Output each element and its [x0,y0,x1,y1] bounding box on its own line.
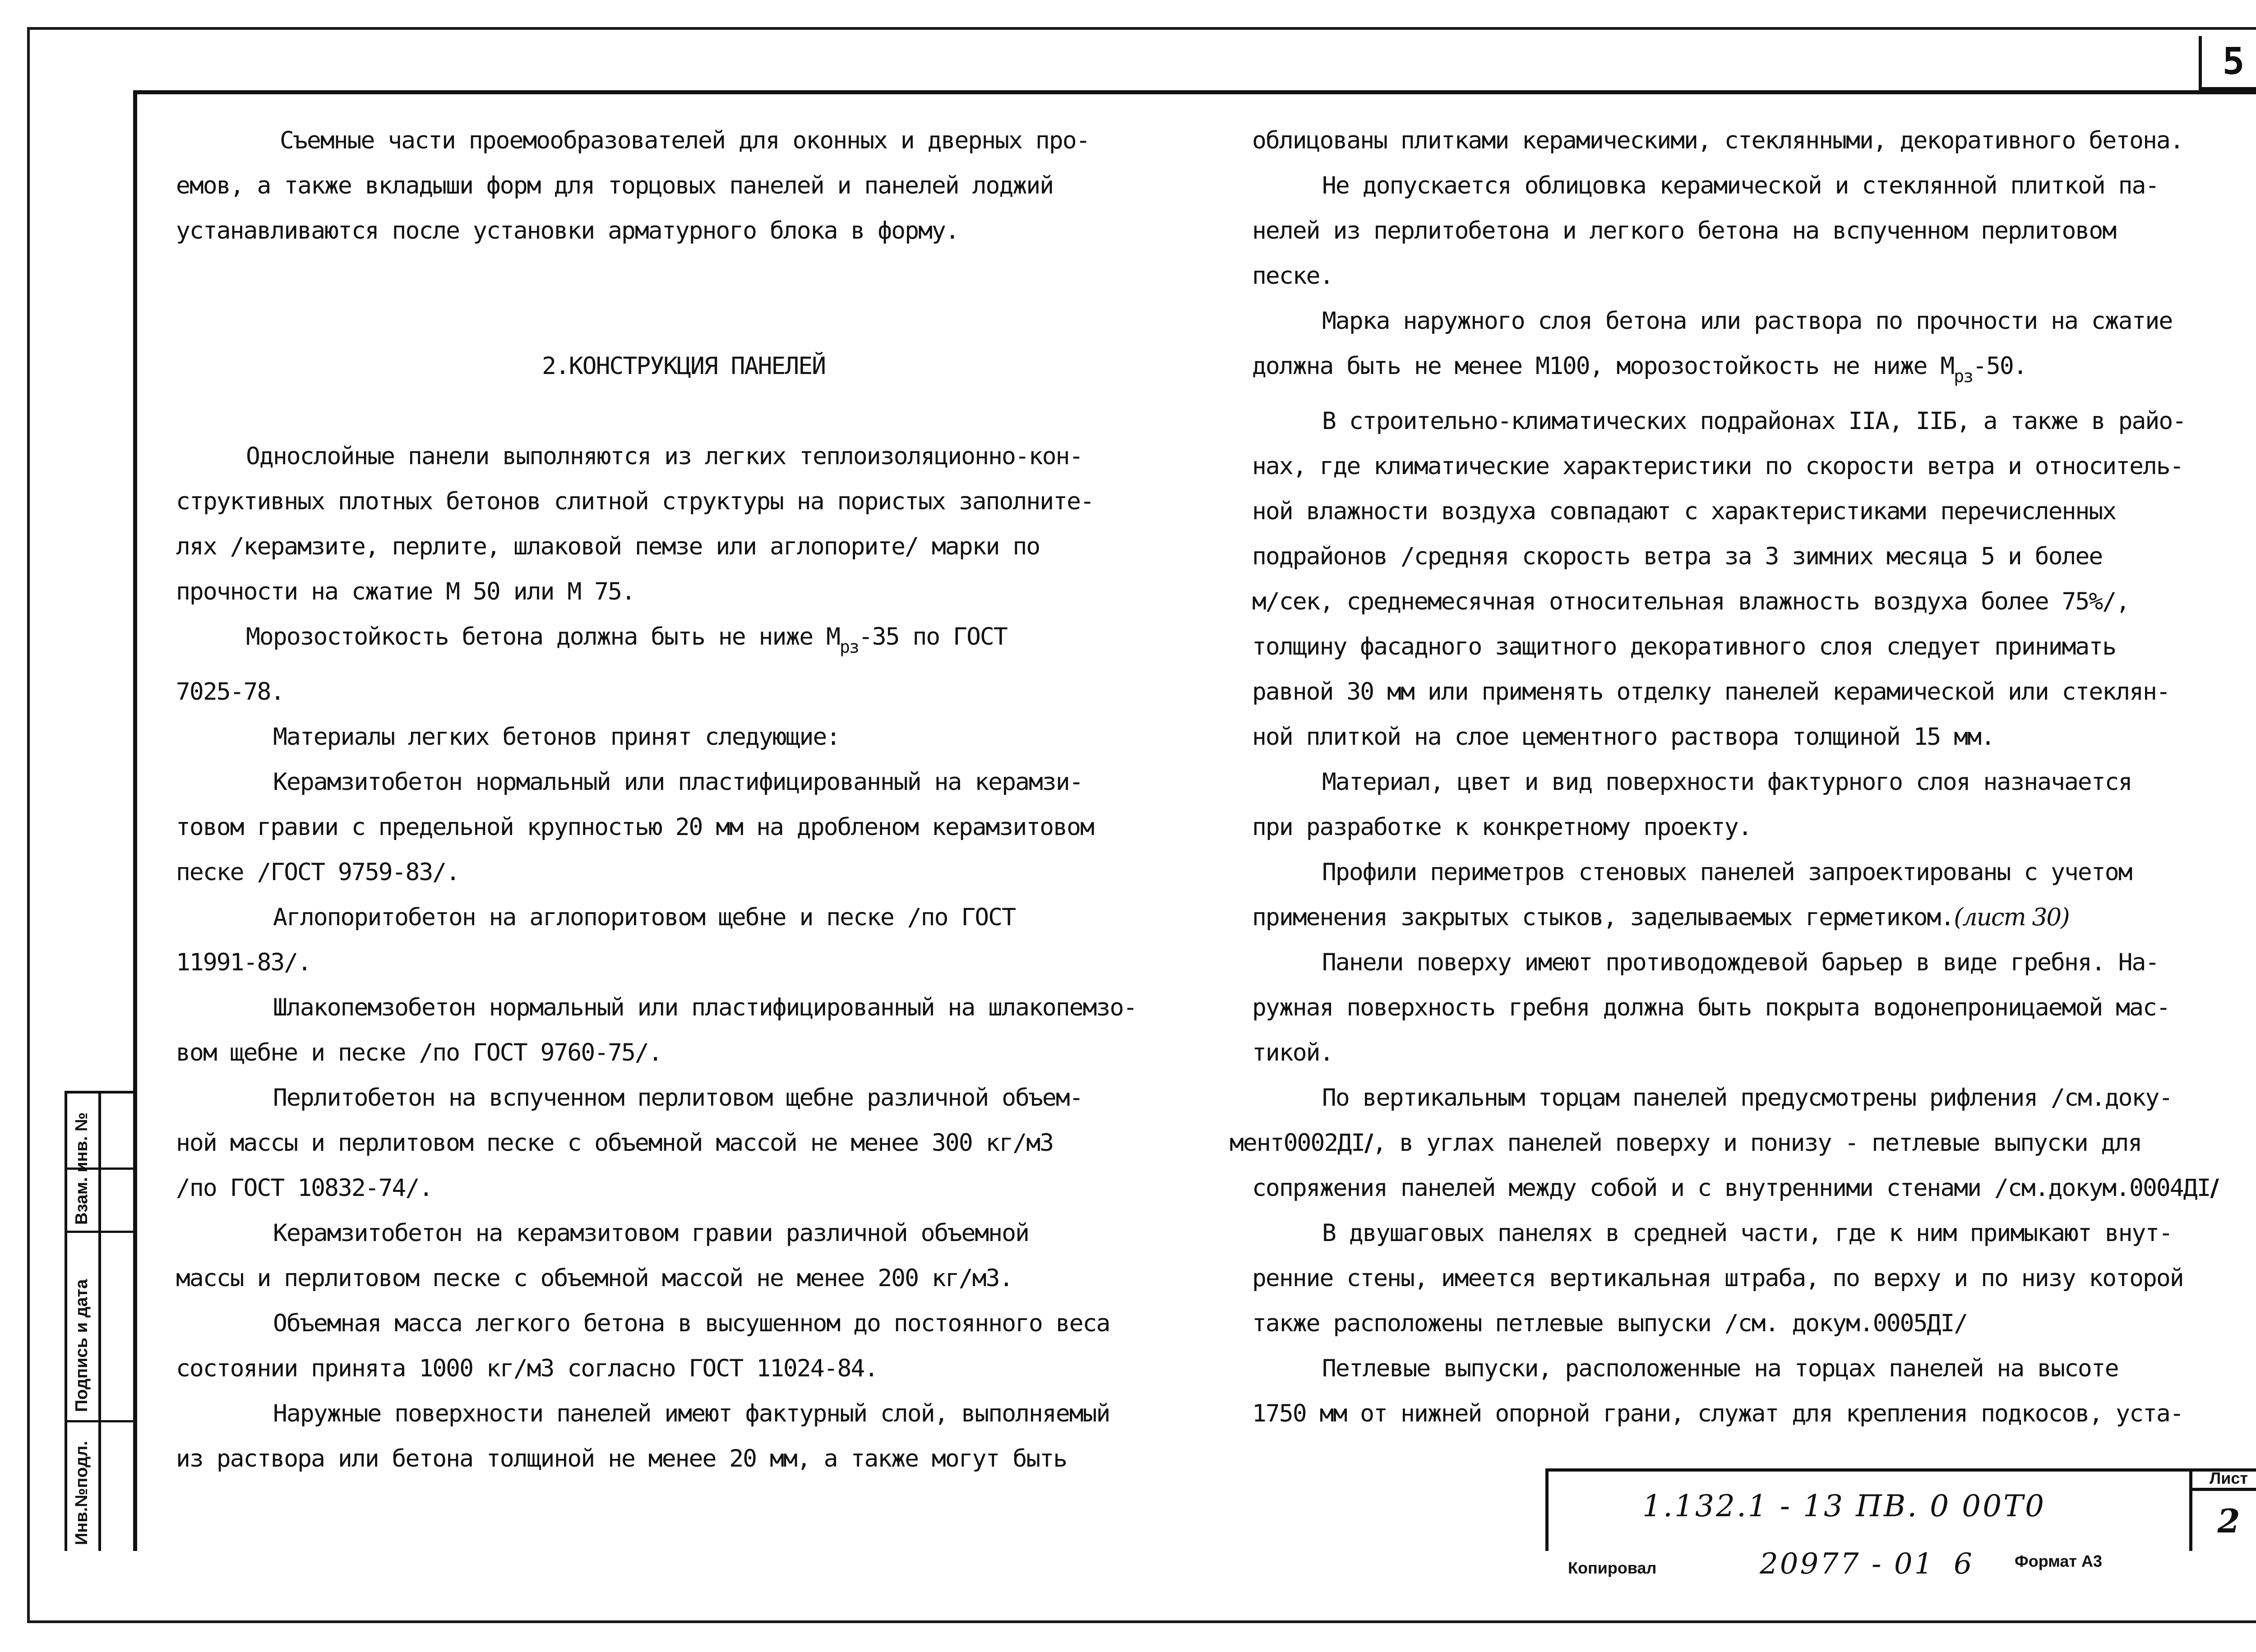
text-line: Марка наружного слоя бетона или раствора по прочности на сжатие [1322,307,2173,335]
section-heading: 2.КОНСТРУКЦИЯ ПАНЕЛЕЙ [541,352,826,380]
text-line: ренние стены, имеется вертикальная штраба, по верху и по низу которой [1252,1264,2183,1292]
text-fragment: мент0002ДI [1230,1129,1365,1157]
text-line: Керамзитобетон на керамзитовом гравии различной объемной [273,1219,1029,1247]
text-line: Съемные части проемообразователей для оконных и дверных про- [280,127,1090,154]
order-sheet: 6 [1954,1547,1974,1581]
text-line: 1750 мм от нижней опорной грани, служат для крепления подкосов, уста- [1252,1400,2183,1427]
text-line [176,614,1191,669]
text-line [1230,1121,2256,1166]
side-label-signature-date: Подпись и дата [72,1279,91,1412]
text-line: из раствора или бетона толщиной не менее 20 мм, а также могут быть [176,1445,1067,1472]
text-line: емов, а также вкладыши форм для торцовых панелей и панелей лоджий [176,172,1054,199]
text-line: ружная поверхность гребня должна быть покрыта водонепроницаемой мас- [1252,994,2170,1021]
side-stamp-row-divider [65,1420,133,1422]
text-line: Перлитобетон на вспученном перлитовом щебне различной объем- [273,1084,1083,1112]
text-line: По вертикальным торцам панелей предусмотрены рифления /см.доку- [1322,1084,2173,1112]
text-line: товом гравии с предельной крупностью 20 мм на дробленом керамзитовом [176,813,1094,841]
text-line: Наружные поверхности панелей имеют фактурный слой, выполняемый [273,1400,1110,1427]
text-line: ной массы и перлитовом песке с объемной массой не менее 300 кг/м3 [176,1129,1054,1157]
text-line: Шлакопемзобетон нормальный или пластифицированный на шлакопемзо- [273,994,1137,1021]
text-fragment: -50. [1973,352,2027,380]
order-number: 20977 - 01 [1760,1547,1935,1581]
text-line: Панели поверху имеют противодождевой барьер в виде гребня. На- [1322,949,2159,976]
text-line: Аглопоритобетон на аглопоритовом щебне и песке /по ГОСТ [273,904,1015,931]
side-label-replace-inv: Взам. инв. № [72,1112,91,1225]
right-column [1230,118,2256,1436]
text-line: В строительно-климатических подрайонах IIА, IIБ, а также в райо- [1322,407,2186,435]
side-stamp-border [65,1091,67,1551]
text-line: вом щебне и песке /по ГОСТ 9760-75/. [176,1039,662,1066]
side-stamp-divider [98,1091,101,1551]
text-fragment: должна быть не менее М100, морозостойкость не ниже М [1252,352,1954,380]
text-fragment: применения закрытых стыков, заделываемых герметиком. [1252,904,1954,931]
text-line: песке /ГОСТ 9759-83/. [176,858,460,886]
sheet-label: Лист [2189,1468,2256,1491]
text-line: ной влажности воздуха совпадают с характеристиками перечисленных [1252,498,2116,525]
text-line [1252,895,2256,940]
text-line: тикой. [1252,1039,1333,1066]
left-column [176,118,1191,1481]
subscript: рз [839,637,859,657]
text-line: Однослойные панели выполняются из легких теплоизоляционно-кон- [246,443,1083,470]
text-line: прочности на сжатие М 50 или М 75. [176,578,635,605]
text-fragment: , в углах панелей поверху и понизу - петлевые выпуски для [1372,1129,2142,1157]
text-line: м/сек, среднемесячная относительная влажность воздуха более 75%/, [1252,588,2130,615]
text-line: нах, где климатические характеристики по скорости ветра и относитель- [1252,452,2183,480]
text-line: 11991-83/. [176,949,311,976]
text-line: состоянии принята 1000 кг/м3 согласно ГОСТ 11024-84. [176,1355,878,1382]
text-line: лях /керамзите, перлите, шлаковой пемзе или аглопорите/ марки по [176,533,1040,560]
text-line: устанавливаются после установки арматурного блока в форму. [176,217,959,245]
text-line [1252,344,2256,399]
subscript: рз [1954,366,1973,386]
text-line: также расположены петлевые выпуски /см. докум.0005ДI/ [1252,1310,1968,1337]
copied-label: Копировал [1568,1559,1657,1577]
text-line: 7025-78. [176,678,284,706]
text-line: массы и перлитовом песке с объемной массой не менее 200 кг/м3. [176,1264,1013,1292]
sheet-number: 2 [2189,1491,2256,1551]
text-line: структивных плотных бетонов слитной структуры на пористых заполните- [176,488,1094,515]
text-line: Керамзитобетон нормальный или пластифицированный на керамзи- [273,768,1083,796]
text-line: Профили периметров стеновых панелей запроектированы с учетом [1322,858,2132,886]
document-code: 1.132.1 - 13 ПВ. 0 00Т0 [1642,1489,2046,1523]
page-number: 5 [2199,36,2256,90]
text-fragment: сопряжения панелей между собой и с внутренними стенами /см.докум.0004ДI [1252,1174,2210,1202]
side-stamp-row-divider [65,1231,133,1233]
handwritten-slash: / [2210,1174,2218,1202]
text-line: песке. [1252,262,1333,290]
text-line: Материалы легких бетонов принят следующие: [273,723,840,751]
text-line: ной плиткой на слое цементного раствора толщиной 15 мм. [1252,723,1994,751]
text-line: /по ГОСТ 10832-74/. [176,1174,433,1202]
handwritten-note: (лист 30) [1954,904,2069,931]
text-line: равной 30 мм или применять отделку панелей керамической или стеклян- [1252,678,2170,706]
side-label-inv-orig: Инв.№подл. [72,1440,91,1545]
text-line: подрайонов /средняя скорость ветра за 3 зимних месяца 5 и более [1252,543,2103,570]
text-line: В двушаговых панелях в средней части, где к ним примыкают внут- [1322,1219,2173,1247]
text-line: облицованы плитками керамическими, стеклянными, декоративного бетона. [1252,127,2183,154]
text-line: Не допускается облицовка керамической и стеклянной плиткой па- [1322,172,2159,199]
text-line [1252,1166,2256,1211]
text-line: Петлевые выпуски, расположенные на торцах панелей на высоте [1322,1355,2118,1382]
handwritten-slash: / [1364,1129,1373,1157]
format-label: Формат А3 [2015,1552,2103,1570]
text-line: Материал, цвет и вид поверхности фактурного слоя назначается [1322,768,2132,796]
text-line: нелей из перлитобетона и легкого бетона на вспученном перлитовом [1252,217,2116,245]
text-fragment: -35 по ГОСТ [858,623,1007,651]
text-line: Объемная масса легкого бетона в высушенном до постоянного веса [273,1310,1110,1337]
text-line: при разработке к конкретному проекту. [1252,813,1752,841]
text-line: толщину фасадного защитного декоративного слоя следует принимать [1252,633,2116,660]
text-fragment: Морозостойкость бетона должна быть не ниже М [246,623,840,651]
